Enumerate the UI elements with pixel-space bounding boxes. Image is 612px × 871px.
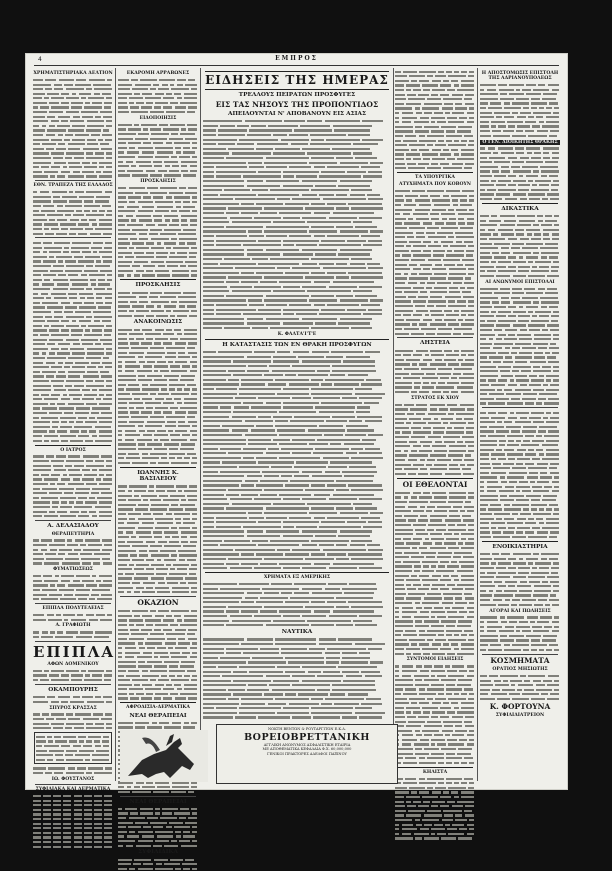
divider	[205, 89, 389, 90]
body-text	[33, 77, 113, 178]
body-text	[395, 402, 475, 476]
headline: ΟΚΑΖΙΟΝ	[137, 597, 179, 607]
advert-title: ΣΥΦΙΛΙΑΚΑ ΚΑΙ ΔΕΡΜΑΤΙΚΑ	[35, 787, 111, 793]
divider	[482, 541, 558, 542]
headline: ΝΕΑΙ ΘΕΡΑΠΕΙΑΙ	[129, 798, 187, 805]
advert-title: Α. ΓΡΑΦΙΩΤΗ	[55, 623, 91, 629]
headline: Η ΑΠΟΣΤΟΜΩΣΙΣ ΕΠΙΣΤΟΛΗ ΤΗΣ ΑΔΡΙΑΝΟΥΠΟΛΕΩΣ	[481, 71, 559, 82]
divider	[35, 603, 111, 604]
body-text	[480, 146, 560, 201]
body-text	[118, 806, 198, 847]
body-text	[118, 77, 198, 114]
headline: ΤΡΕΛΛΟΥΣ ΠΕΙΡΑΤΩΝ ΠΡΟΣΦΥΓΕΣ	[238, 92, 356, 98]
column-3	[203, 69, 391, 783]
body-text	[480, 82, 560, 137]
divider	[397, 767, 473, 768]
headline: ΕΚΔΡΟΜΗ ΑΡΡΑΒΩΝΕΣ	[126, 71, 190, 76]
newspaper-page	[26, 54, 567, 856]
headline: ΕΝΟΙΚΙΑΣΤΗΡΙΑ	[492, 543, 548, 550]
advert-title: ΟΚΑΜΠΟΥΡΗΣ	[48, 686, 98, 693]
divider	[120, 279, 196, 280]
body-text	[203, 350, 391, 571]
body-text	[480, 551, 560, 606]
headline: ΝΑΥΤΙΚΑ	[281, 629, 313, 636]
headline: ΠΡΟΣΚΛΗΣΙΣ	[140, 179, 176, 185]
body-text	[118, 484, 198, 594]
body-text	[118, 122, 198, 177]
advert-title: ΒΟΡΕΙΟΒΡΕΤΤΑΝΙΚΗ	[244, 732, 370, 743]
headline: Ο ΓΕΝ. ΔΙΟΙΚΗΤΗΣ ΘΡΑΚΗΣ	[480, 140, 560, 145]
headline: ΑΙ ΑΝΩΝΥΜΟΙ ΕΠΙΣΤΟΛΑΙ	[485, 279, 555, 285]
divider	[35, 784, 111, 785]
headline: ΣΥΦΙΛΙΔΙΚΑ	[138, 849, 178, 856]
headline: ΕΙΔΟΠΟΙΗΣΙΣ	[139, 115, 177, 121]
body-text	[118, 290, 198, 318]
headline: ΕΙΣ ΤΑΣ ΝΗΣΟΥΣ ΤΗΣ ΠΡΟΠΟΝΤΙΔΟΣ	[215, 99, 379, 109]
body-text	[480, 410, 560, 539]
divider	[35, 237, 111, 238]
divider	[397, 172, 473, 173]
body-text	[395, 188, 475, 335]
advert-box	[34, 732, 112, 764]
advert-title: ΣΠΥΡΟΣ ΚΡΑΣΣΑΣ	[49, 705, 97, 711]
body-text	[33, 538, 113, 566]
body-text	[33, 630, 113, 639]
divider	[120, 596, 196, 597]
section-title: ΕΙΔΗΣΕΙΣ ΤΗΣ ΗΜΕΡΑΣ	[205, 73, 389, 87]
body-text	[118, 185, 198, 277]
insurance-advert	[216, 724, 398, 784]
advert-title: ΦΥΜΑΤΙΩΣΕΩΣ	[53, 567, 93, 573]
body-text	[118, 857, 198, 871]
body-text	[395, 490, 475, 655]
headline: ΣΥΝΤΟΜΟΙ ΕΙΔΗΣΕΙΣ	[406, 657, 464, 663]
divider	[35, 520, 111, 521]
advert-name: ΟΡΑΤΙΟΣ ΜΗΣΙΩΤΗΣ	[492, 667, 548, 673]
body-text	[33, 694, 113, 703]
column-rule	[200, 68, 201, 781]
divider	[120, 796, 196, 797]
headline: Η ΚΑΤΑΣΤΑΣΙΣ ΤΩΝ ΕΝ ΘΡΑΚΗ ΠΡΟΣΦΥΓΩΝ	[222, 342, 372, 349]
body-text	[33, 574, 113, 602]
divider	[482, 407, 558, 408]
headline: Ο ΙΑΤΡΟΣ	[60, 447, 86, 453]
advert-line: ΑΓΓΛΙΚΗ ΑΝΩΝΥΜΟΣ ΑΣΦΑΛΙΣΤΙΚΗ ΕΤΑΙΡΙΑ	[263, 743, 351, 747]
divider	[482, 654, 558, 655]
divider	[205, 71, 389, 72]
headline: ΤΑ ΥΠΟΥΡΓΙΚΑ	[415, 175, 455, 181]
divider	[35, 445, 111, 446]
body-text	[33, 454, 113, 518]
body-text	[118, 327, 198, 465]
headline: ΚΗΛΙΣΤΑ	[422, 769, 448, 775]
column-5	[480, 69, 560, 783]
divider	[205, 572, 389, 573]
body-text	[480, 286, 560, 405]
column-rule	[115, 68, 116, 781]
column-2	[118, 69, 198, 856]
headline: ΑΠΕΙΛΟΥΝΤΑΙ Ν' ΑΠΟΒΑΝΟΥΝ ΕΙΣ ΑΣΙΑΣ	[227, 111, 367, 117]
masthead: ΕΜΠΡΟΣ	[275, 55, 318, 62]
body-text	[33, 189, 113, 235]
body-text	[33, 793, 113, 848]
column-rule	[477, 68, 478, 781]
advert-name: ΑΦΩΝ ΔΟΜΕΝΙΚΟΥ	[47, 661, 99, 667]
headline: ΑΦΡΟΔΙΣΙΑ-ΔΕΡΜΑΤΙΚΑ	[126, 705, 190, 711]
body-text	[33, 766, 113, 775]
divider	[397, 478, 473, 479]
body-text	[395, 776, 475, 840]
advert-line: ΜΕ ΑΠΟΘΕΜΑΤΙΚΑ ΚΕΦΑΛΑΙΑ Φ.Χ. 60,000,000	[262, 747, 352, 752]
body-text	[118, 608, 198, 700]
advert-subtitle: ΣΥΦΙΛΙΔΙΑΤΡΕΙΟΝ	[495, 713, 545, 719]
page-number: 4	[38, 56, 42, 63]
headline: ΑΓΟΡΑΙ ΚΑΙ ΠΩΛΗΣΕΙΣ	[489, 608, 551, 614]
divider	[482, 203, 558, 204]
headline: ΣΤΡΑΤΟΣ ΕΚ ΧΙΟΥ	[410, 395, 460, 401]
body-text	[480, 615, 560, 652]
advert-line: ΓΕΝΙΚΟΙ ΠΡΑΚΤΟΡΕΣ ΑΔΕΛΦΟΙ ΠΑΞΙΝΟΥ	[267, 751, 347, 756]
column-1	[33, 69, 116, 793]
headline: ΑΝΑΚΟΙΝΩΣΙΣ	[133, 319, 183, 326]
advert-top: ΝΟΚΤΗ ΒΕΝΤΩΝ & ΡΟΥΤΑΡΓΙΤΩΝ Ε.Κ.Δ.	[268, 727, 346, 731]
body-text	[33, 712, 113, 730]
byline: Κ. ΦΑΛΤΑ'Ι'Τ'Ε	[277, 331, 317, 337]
body-text	[33, 668, 113, 682]
header-rule	[34, 65, 559, 66]
advert-title: Α. ΔΕΛΑΣΙΑΔΟΥ	[47, 523, 99, 530]
advert-title: ΙΩ. ΦΟΥΣΤΑΝΟΣ	[51, 776, 95, 782]
headline: ΠΡΟΣΚΛΗΣΙΣ	[135, 282, 181, 289]
headline: ΟΙ ΕΘΕΛΟΝΤΑΙ	[402, 479, 468, 489]
advert-title: ΚΟΣΜΗΜΑΤΑ	[490, 655, 550, 665]
headline: ΔΙΚΑΣΤΙΚΑ	[501, 205, 539, 212]
headline: ΙΩΑΝΝΗΣ Κ. ΒΑΣΙΛΕΙΟΥ	[137, 469, 179, 483]
advert-big-title: ΕΠΙΠΛΑ	[33, 642, 116, 661]
divider	[35, 641, 111, 642]
body-text	[33, 612, 113, 621]
column-rule	[393, 68, 394, 781]
divider	[120, 467, 196, 468]
headline: ΛΗΣΤΕΙΑ	[419, 340, 450, 347]
body-text	[395, 348, 475, 394]
divider	[35, 180, 111, 181]
headline: ΝΕΑΙ ΘΕΡΑΠΕΙΑΙ	[129, 712, 187, 719]
body-text	[480, 213, 560, 277]
body-text	[203, 119, 391, 330]
body-text	[33, 240, 113, 442]
divider	[205, 339, 389, 340]
body-text	[395, 69, 475, 170]
advert-title: ΕΠΙΠΛΑ ΠΟΛΥΤΕΛΕΙΑΣ	[42, 606, 104, 612]
advert-subtitle: ΘΕΡΑΠΕΥΤΗΡΙΑ	[51, 531, 95, 537]
headline: ΕΘΝ. ΤΡΑΠΕΖΑ ΤΗΣ ΕΛΛΑΔΟΣ	[33, 183, 113, 189]
divider	[397, 337, 473, 338]
divider	[120, 702, 196, 703]
headline: ΧΡΗΜΑΤΑ ΕΞ ΑΜΕΡΙΚΗΣ	[263, 575, 331, 581]
divider	[35, 684, 111, 685]
body-text	[480, 673, 560, 701]
headline: ΑΤΥΧΗΜΑΤΑ ΠΟΥ ΚΟΒΟΥΝ	[399, 182, 471, 188]
body-text	[203, 581, 391, 627]
column-4	[395, 69, 475, 783]
headline: ΧΡΗΜΑΤΙΣΤΗΡΙΑΚΑ ΔΕΛΤΙΟΝ	[33, 71, 113, 76]
body-text	[395, 664, 475, 765]
advert-title: Κ. ΦΟΡΤΟΥΝΑ	[489, 701, 551, 711]
horse-rider-illustration	[120, 730, 208, 782]
body-text	[36, 734, 110, 762]
body-text	[203, 637, 391, 720]
